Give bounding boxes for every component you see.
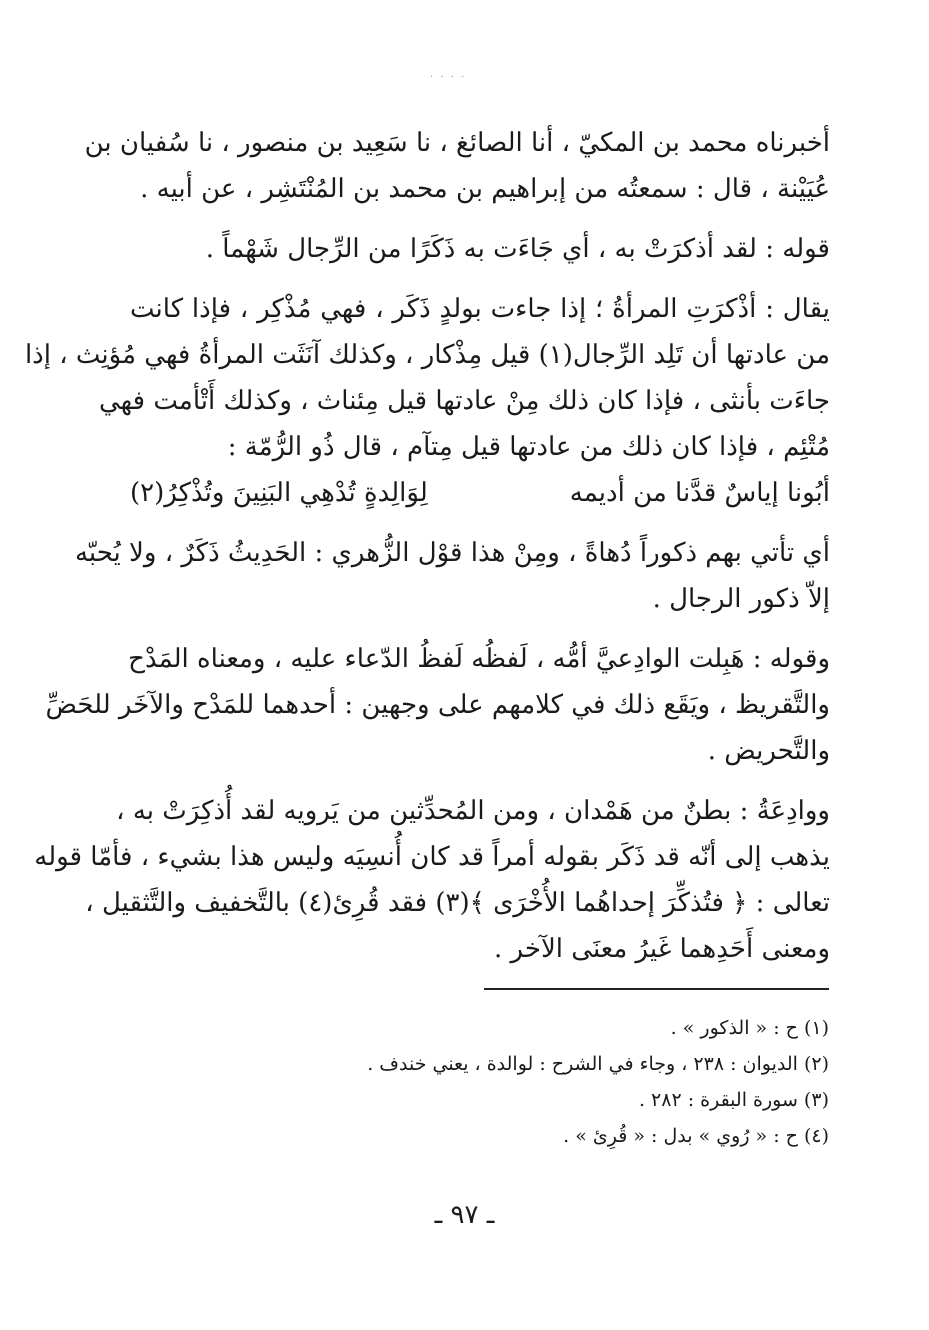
footnote-1: (١) ح : « الذكور » . — [670, 1017, 829, 1039]
paragraph-habilat — [45, 636, 830, 774]
text-line: إلاّ ذكور الرجال . — [652, 584, 830, 614]
page-number: ـ ٩٧ ـ — [434, 1200, 495, 1230]
text-line: ووادِعَةُ : بطنٌ من هَمْدان ، ومن المُحدِّثين من يَرويه لقد أُذكِرَتْ به ، — [116, 796, 830, 826]
text-line: ومعنى أَحَدِهما غَيرُ معنَى الآخر . — [494, 934, 830, 964]
footnote-4: (٤) ح : « رُوي » بدل : « قُرِئ » . — [563, 1125, 829, 1147]
paragraph-wadia — [34, 788, 830, 972]
poem-hemistich-first: أبُونا إياسٌ قدَّنا من أديمه — [569, 478, 830, 508]
text-line: أي تأتي بهم ذكوراً دُهاةً ، ومِنْ هذا قوْل الزُّهري : الحَدِيثُ ذَكَرٌ ، ولا يُحبّه — [74, 538, 830, 568]
main-text — [24, 120, 830, 972]
text-line: عُيَيْنة ، قال : سمعتُه من إبراهيم بن محمد بن المُنْتَشِر ، عن أبيه . — [140, 174, 830, 204]
footnote-3: (٣) سورة البقرة : ٢٨٢ . — [638, 1089, 829, 1111]
text-line: من عادتها أن تَلِد الرِّجال(١) قيل مِذْكار ، وكذلك آنَثَت المرأةُ فهي مُؤنِث ، إذا — [24, 340, 830, 370]
paragraph-zuhri — [74, 530, 830, 622]
paragraph-commentary — [130, 226, 830, 272]
footnote-divider — [484, 988, 829, 990]
scan-speck: · · · · — [430, 72, 467, 83]
text-line: أخبرناه محمد بن المكيّ ، أنا الصائغ ، نا سَعِيد بن منصور ، نا سُفيان بن — [84, 128, 830, 158]
text-line: تعالى : ﴿ فتُذكِّرَ إحداهُما الأُخْرَى ﴾(٣) فقد قُرِئ(٤) بالتَّخفيف والتَّثقيل ، — [85, 888, 830, 918]
text-line: جاءَت بأنثى ، فإذا كان ذلك مِنْ عادتها قيل مِئناث ، وكذلك أَتْأمت فهي — [99, 386, 830, 416]
text-line: وقوله : هَبِلت الوادِعيَّ أمُّه ، لَفظُه لَفظُ الدّعاء عليه ، ومعناه المَدْح — [128, 644, 830, 674]
paragraph-isnad — [84, 120, 830, 212]
text-line: مُتْئِم ، فإذا كان ذلك من عادتها قيل مِتآم ، قال ذُو الرُّمّة : — [227, 432, 830, 462]
poem-hemistich-second: لِوَالِدةٍ تُدْهِي البَنِينَ وتُذْكِرُ(٢) — [130, 478, 428, 508]
footnotes — [309, 1010, 829, 1154]
footnote-2: (٢) الديوان : ٢٣٨ ، وجاء في الشرح : لوالدة ، يعني خندف . — [367, 1053, 829, 1075]
text-line: يذهب إلى أنّه قد ذَكَر بقوله أمراً قد كان أُنسِيَه وليس هذا بشيء ، فأمّا قوله — [34, 842, 830, 872]
text-line: والتَّقريظ ، ويَقَع ذلك في كلامهم على وجهين : أحدهما للمَدْح والآخَر للحَضِّ — [45, 690, 830, 720]
poem-verse — [130, 470, 830, 516]
text-line: قوله : لقد أذكرَتْ به ، أي جَاءَت به ذَكَرًا من الرِّجال شَهْماً . — [205, 234, 830, 264]
text-line: والتَّحريض . — [707, 736, 830, 766]
paragraph-definition — [24, 286, 830, 470]
text-line: يقال : أذْكرَتِ المرأةُ ؛ إذا جاءت بولدٍ ذَكَر ، فهي مُذْكِر ، فإذا كانت — [130, 294, 830, 324]
